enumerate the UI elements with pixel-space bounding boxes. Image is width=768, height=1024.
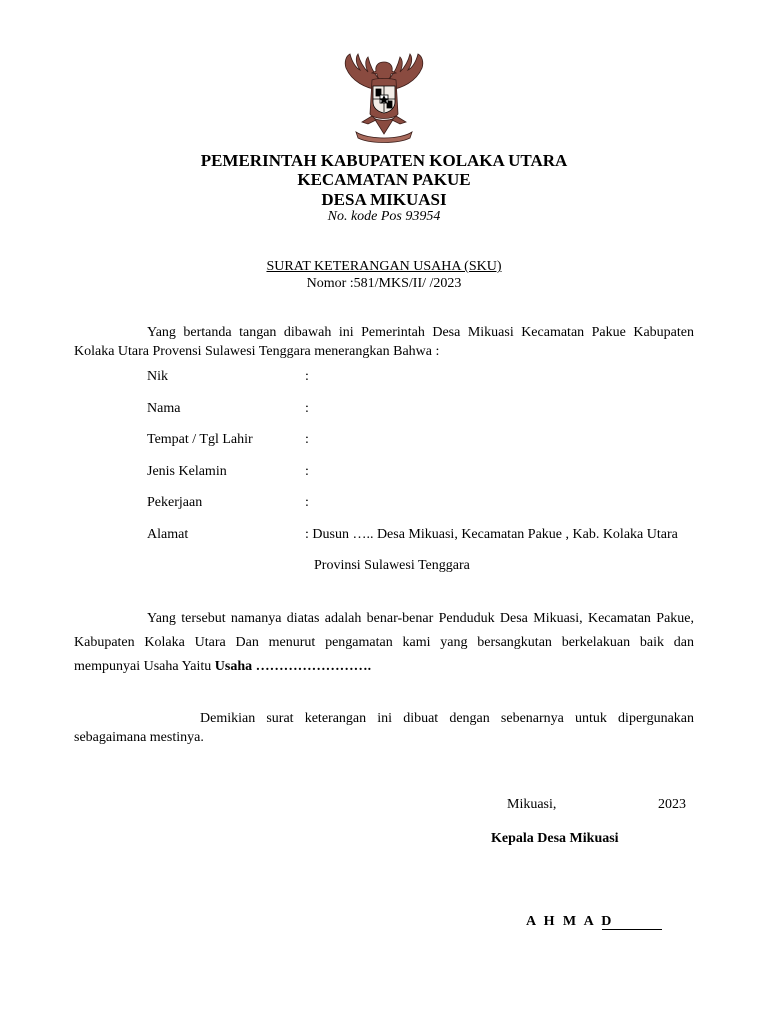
signatory-name: A H M A D [526,914,614,929]
field-value-nik: : [305,369,309,384]
field-value-nama: : [305,401,309,416]
intro-paragraph: Yang bertanda tangan dibawah ini Pemerintah Desa Mikuasi Kecamatan Pakue Kabupaten Kolaka Utara Provensi Sulawesi Tenggara menerangkan Bahwa : [74,325,694,359]
field-label-address: Alamat [147,527,189,542]
field-value-birth: : [305,432,309,447]
signatory-title: Kepala Desa Mikuasi [491,831,619,846]
signature-underline [602,929,662,930]
field-label-nama: Nama [147,401,181,416]
header-government: PEMERINTAH KABUPATEN KOLAKA UTARA [200,151,568,170]
signature-year: 2023 [658,797,686,812]
header-village: DESA MIKUASI [321,190,447,209]
field-value-gender: : [305,464,309,479]
field-label-gender: Jenis Kelamin [147,464,227,479]
address-continued: Provinsi Sulawesi Tenggara [314,558,470,573]
postal-code: No. kode Pos 93954 [327,209,441,224]
closing-paragraph: Demikian surat keterangan ini dibuat dengan sebenarnya untuk dipergunakan sebagaimana mestinya. [74,711,694,745]
signature-place: Mikuasi, [507,797,557,812]
letter-title: SURAT KETERANGAN USAHA (SKU) [266,259,502,274]
business-name: Usaha ……………………. [214,659,372,674]
field-label-occupation: Pekerjaan [147,495,203,510]
field-value-occupation: : [305,495,309,510]
field-value-address: : Dusun ….. Desa Mikuasi, Kecamatan Pakue , Kab. Kolaka Utara [305,527,678,542]
garuda-emblem-logo [338,48,430,144]
statement-paragraph [74,607,694,679]
statement-text: Yang tersebut namanya diatas adalah benar-benar Penduduk Desa Mikuasi, Kecamatan Pakue, Kabupaten Kolaka Utara Dan menurut pengamatan kami yang bersangkutan berkelakuan baik dan mempunyai Usaha Yaitu [74,611,694,674]
letter-number: Nomor :581/MKS/II/ /2023 [306,276,462,291]
field-label-nik: Nik [147,369,168,384]
header-district: KECAMATAN PAKUE [297,170,471,189]
field-label-birth: Tempat / Tgl Lahir [147,432,253,447]
